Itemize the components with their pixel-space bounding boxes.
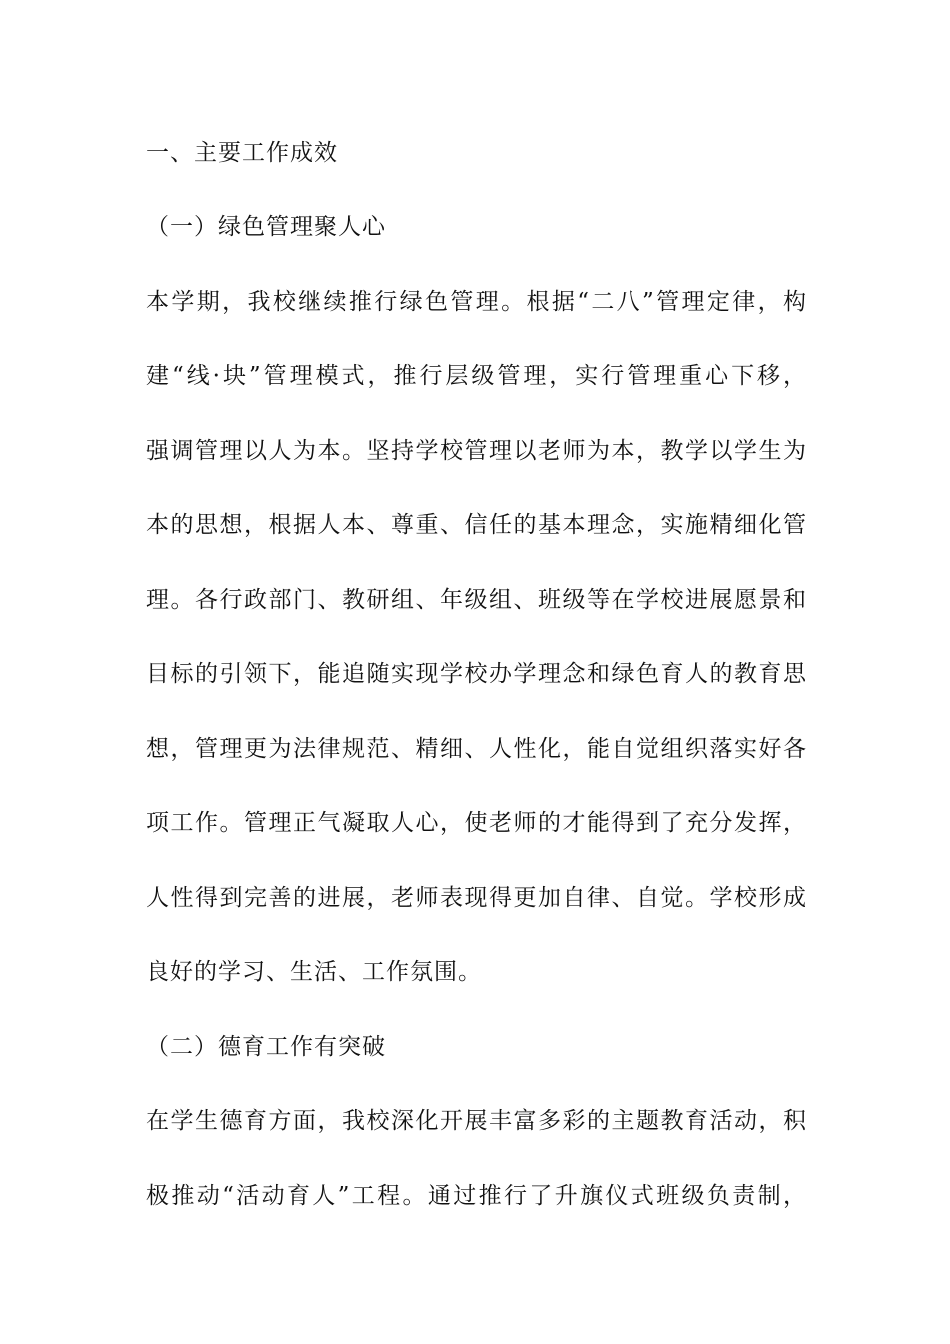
- paragraph-line: 理。各行政部门、教研组、年级组、班级等在学校进展愿景和: [146, 587, 806, 613]
- section-title-moral-education: （二）德育工作有突破: [146, 1034, 386, 1060]
- section-title-green-management: （一）绿色管理聚人心: [146, 214, 386, 240]
- paragraph-line: 强调管理以人为本。坚持学校管理以老师为本，教学以学生为: [146, 438, 806, 464]
- document-heading: 一、主要工作成效: [146, 140, 338, 166]
- paragraph-line: 极推动“活动育人”工程。通过推行了升旗仪式班级负责制，: [146, 1183, 806, 1209]
- paragraph-line: 在学生德育方面，我校深化开展丰富多彩的主题教育活动，积: [146, 1108, 806, 1134]
- paragraph-line: 建“线·块”管理模式，推行层级管理，实行管理重心下移，: [146, 363, 806, 389]
- paragraph-line: 人性得到完善的进展，老师表现得更加自律、自觉。学校形成: [146, 885, 806, 911]
- paragraph-line: 想，管理更为法律规范、精细、人性化，能自觉组织落实好各: [146, 736, 806, 762]
- paragraph-line: 本的思想，根据人本、尊重、信任的基本理念，实施精细化管: [146, 512, 806, 538]
- paragraph-line-last: 良好的学习、生活、工作氛围。: [146, 959, 482, 985]
- paragraph-line: 本学期，我校继续推行绿色管理。根据“二八”管理定律，构: [146, 289, 806, 315]
- paragraph-line: 目标的引领下，能追随实现学校办学理念和绿色育人的教育思: [146, 661, 806, 687]
- paragraph-line: 项工作。管理正气凝取人心，使老师的才能得到了充分发挥，: [146, 810, 806, 836]
